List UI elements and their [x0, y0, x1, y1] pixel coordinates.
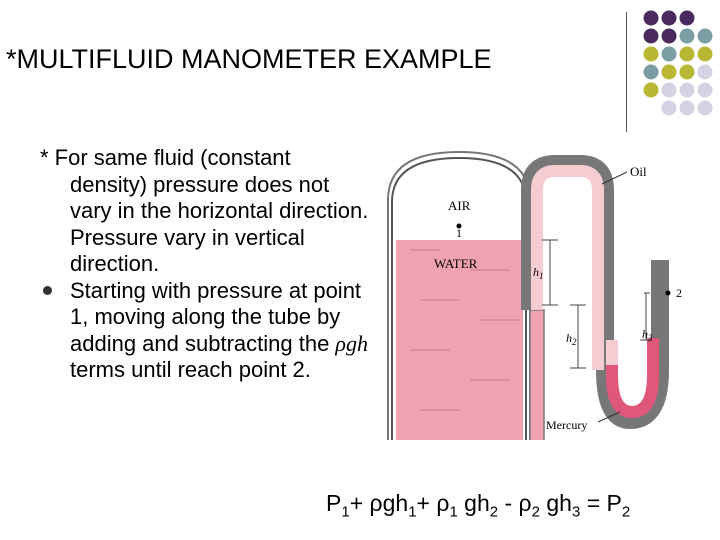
bullet-dot-icon	[43, 286, 52, 295]
bullet2-text-after: terms until reach point 2.	[70, 357, 311, 382]
decorative-dot	[680, 101, 695, 116]
decorative-dot	[680, 29, 695, 44]
eq-term3-sub: 2	[531, 503, 540, 521]
point-2-marker	[666, 291, 671, 296]
decorative-dot	[662, 83, 677, 98]
eq-p1-sub: 1	[341, 503, 350, 521]
tube-water-leg	[530, 310, 544, 440]
decorative-dot	[644, 29, 659, 44]
label-h3: $h_3$	[642, 327, 653, 343]
eq-term2-sub: 1	[449, 503, 458, 521]
bullet2-rho-gh: ρgh	[335, 330, 368, 356]
decorative-dot	[662, 47, 677, 62]
pressure-equation	[326, 490, 630, 521]
title-divider-line	[626, 12, 627, 132]
decorative-dot	[698, 47, 713, 62]
label-oil: Oil	[630, 164, 647, 179]
decorative-dot	[662, 29, 677, 44]
eq-term1: + ρgh	[349, 490, 409, 516]
decorative-dot	[662, 101, 677, 116]
decorative-dot	[644, 65, 659, 80]
manometer-diagram	[380, 150, 710, 440]
decorative-dot	[698, 29, 713, 44]
eq-term2b: gh	[457, 490, 490, 516]
decorative-dot	[698, 101, 713, 116]
label-h1: $h_1$	[533, 265, 544, 281]
label-air: AIR	[448, 198, 471, 213]
bullet2-text-before: Starting with pressure at point 1, moving along the tube by adding and subtracting the	[70, 277, 362, 356]
bullet-starting-pressure	[40, 278, 370, 384]
eq-term3b: gh	[539, 490, 572, 516]
h1-dimension	[542, 240, 558, 305]
label-water: WATER	[434, 256, 478, 271]
decorative-dot	[680, 65, 695, 80]
decorative-dot	[662, 65, 677, 80]
mercury-fill	[612, 338, 653, 412]
slide-body	[40, 145, 370, 384]
decorative-dot	[644, 11, 659, 26]
label-point-1: 1	[456, 226, 462, 240]
eq-term1-sub: 1	[408, 503, 417, 521]
label-mercury: Mercury	[546, 418, 588, 432]
eq-term2b-sub: 2	[489, 503, 499, 521]
decorative-dot	[644, 83, 659, 98]
decorative-dot	[698, 65, 713, 80]
eq-term3b-sub: 3	[571, 503, 581, 521]
label-h2: $h_2$	[566, 331, 577, 347]
eq-term3: - ρ	[498, 490, 532, 516]
eq-equals-p2: = P	[580, 490, 622, 516]
decorative-dot	[698, 83, 713, 98]
eq-p1: P	[326, 490, 342, 516]
decorative-dot	[644, 47, 659, 62]
slide-title: *MULTIFLUID MANOMETER EXAMPLE	[6, 44, 492, 74]
eq-p2-sub: 2	[621, 503, 631, 521]
decorative-dot	[680, 83, 695, 98]
decorative-dot	[662, 11, 677, 26]
eq-term2: + ρ	[416, 490, 450, 516]
decorative-dot	[680, 47, 695, 62]
decorative-dot	[680, 11, 695, 26]
label-point-2: 2	[676, 286, 682, 300]
paragraph-constant-density: * For same fluid (constant density) pressure does not vary in the horizontal direction. Pressure vary in vertical direction.	[40, 145, 369, 276]
